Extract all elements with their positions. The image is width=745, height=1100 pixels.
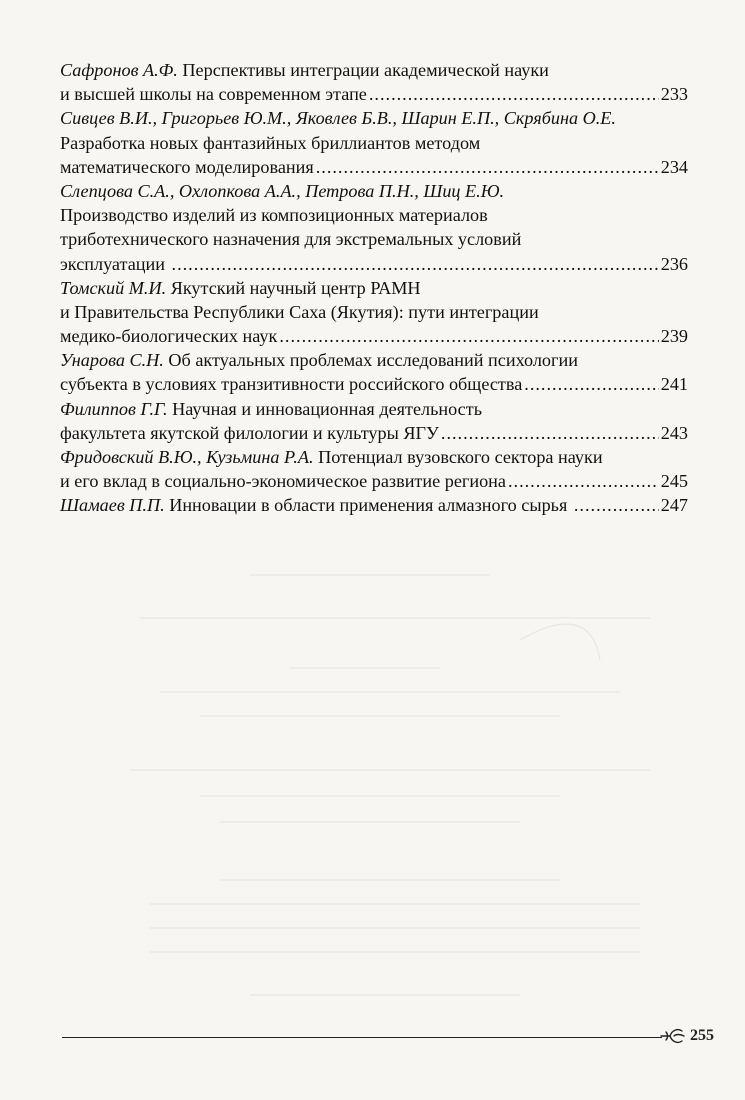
toc-line <box>60 106 688 130</box>
toc-title: математического моделирования <box>60 156 314 177</box>
toc-line <box>60 300 688 324</box>
toc-authors: Шамаев П.П. <box>60 495 165 516</box>
toc-line <box>60 493 688 517</box>
toc-entry[interactable] <box>60 58 688 106</box>
dot-leader <box>369 82 659 106</box>
toc-page-number: 241 <box>660 374 688 395</box>
toc-entry[interactable] <box>60 348 688 396</box>
toc-title: Производство изделий из композиционных материалов <box>60 205 488 226</box>
dot-leader <box>172 252 659 276</box>
toc-title: Перспективы интеграции академической науки <box>177 60 549 80</box>
toc-title: медико-биологических наук <box>60 326 278 347</box>
toc-title: и его вклад в социально-экономическое развитие региона <box>60 471 506 492</box>
toc-authors: Сафронов А.Ф. <box>60 60 178 80</box>
toc-title: триботехнического назначения для экстремальных условий <box>60 229 522 250</box>
toc-authors: Фридовский В.Ю., Кузьмина Р.А. <box>60 447 314 467</box>
fleuron-ornament-icon <box>660 1024 686 1048</box>
toc-entry[interactable] <box>60 445 688 493</box>
toc-line <box>60 469 688 493</box>
toc-authors: Сивцев В.И., Григорьев Ю.М., Яковлев Б.В., Шарин Е.П., Скрябина О.Е. <box>60 108 616 129</box>
toc-line <box>60 421 688 445</box>
dot-leader <box>508 469 659 493</box>
toc-line <box>60 82 688 106</box>
toc-line <box>60 58 688 82</box>
toc-title: факультета якутской филологии и культуры ЯГУ <box>60 422 439 443</box>
toc-entry[interactable] <box>60 179 688 276</box>
toc-page-number: 236 <box>660 253 688 274</box>
toc-title: Научная и инновационная деятельность <box>167 398 483 419</box>
toc-line <box>60 203 688 227</box>
toc-line <box>60 252 688 276</box>
toc-line <box>60 155 688 179</box>
toc-entry[interactable] <box>60 106 688 179</box>
toc-line <box>60 324 688 348</box>
toc-page-number: 243 <box>660 422 688 443</box>
toc-title: Якутский научный центр РАМН <box>166 277 421 298</box>
toc-title: субъекта в условиях транзитивности российского общества <box>60 374 523 395</box>
toc-line <box>60 445 688 469</box>
toc-title: эксплуатации <box>60 253 170 274</box>
toc-page-number: 239 <box>660 326 688 347</box>
toc-line <box>60 276 688 300</box>
dot-leader <box>574 493 659 517</box>
toc-authors: Слепцова С.А., Охлопкова А.А., Петрова П.Н., Шиц Е.Ю. <box>60 180 505 201</box>
toc-authors: Томский М.И. <box>60 277 167 298</box>
toc-authors: Унарова С.Н. <box>60 350 164 371</box>
toc-title: Инновации в области применения алмазного сырья <box>164 495 572 516</box>
toc-entry[interactable] <box>60 493 688 517</box>
toc-title: и высшей школы на современном этапе <box>60 84 367 105</box>
dot-leader <box>279 324 658 348</box>
toc-line <box>60 348 688 372</box>
toc-page-number: 234 <box>660 156 688 177</box>
dot-leader <box>316 155 659 179</box>
toc-entry[interactable] <box>60 397 688 445</box>
toc-line <box>60 179 688 203</box>
dot-leader <box>524 372 658 396</box>
toc-line <box>60 397 688 421</box>
toc-title: и Правительства Республики Саха (Якутия): пути интеграции <box>60 301 539 322</box>
table-of-contents <box>60 58 688 518</box>
toc-title: Об актуальных проблемах исследований психологии <box>163 350 578 371</box>
toc-entry[interactable] <box>60 276 688 349</box>
toc-page-number: 247 <box>660 495 688 516</box>
toc-line <box>60 131 688 155</box>
footer-rule <box>62 1037 662 1038</box>
toc-authors: Филиппов Г.Г. <box>60 398 168 419</box>
toc-title: Потенциал вузовского сектора науки <box>313 447 603 467</box>
page-number: 255 <box>690 1027 714 1044</box>
toc-page-number: 245 <box>660 471 688 492</box>
toc-title: Разработка новых фантазийных бриллиантов методом <box>60 132 481 153</box>
toc-line <box>60 372 688 396</box>
dot-leader <box>441 421 659 445</box>
toc-page-number: 233 <box>660 84 688 105</box>
toc-line <box>60 227 688 251</box>
